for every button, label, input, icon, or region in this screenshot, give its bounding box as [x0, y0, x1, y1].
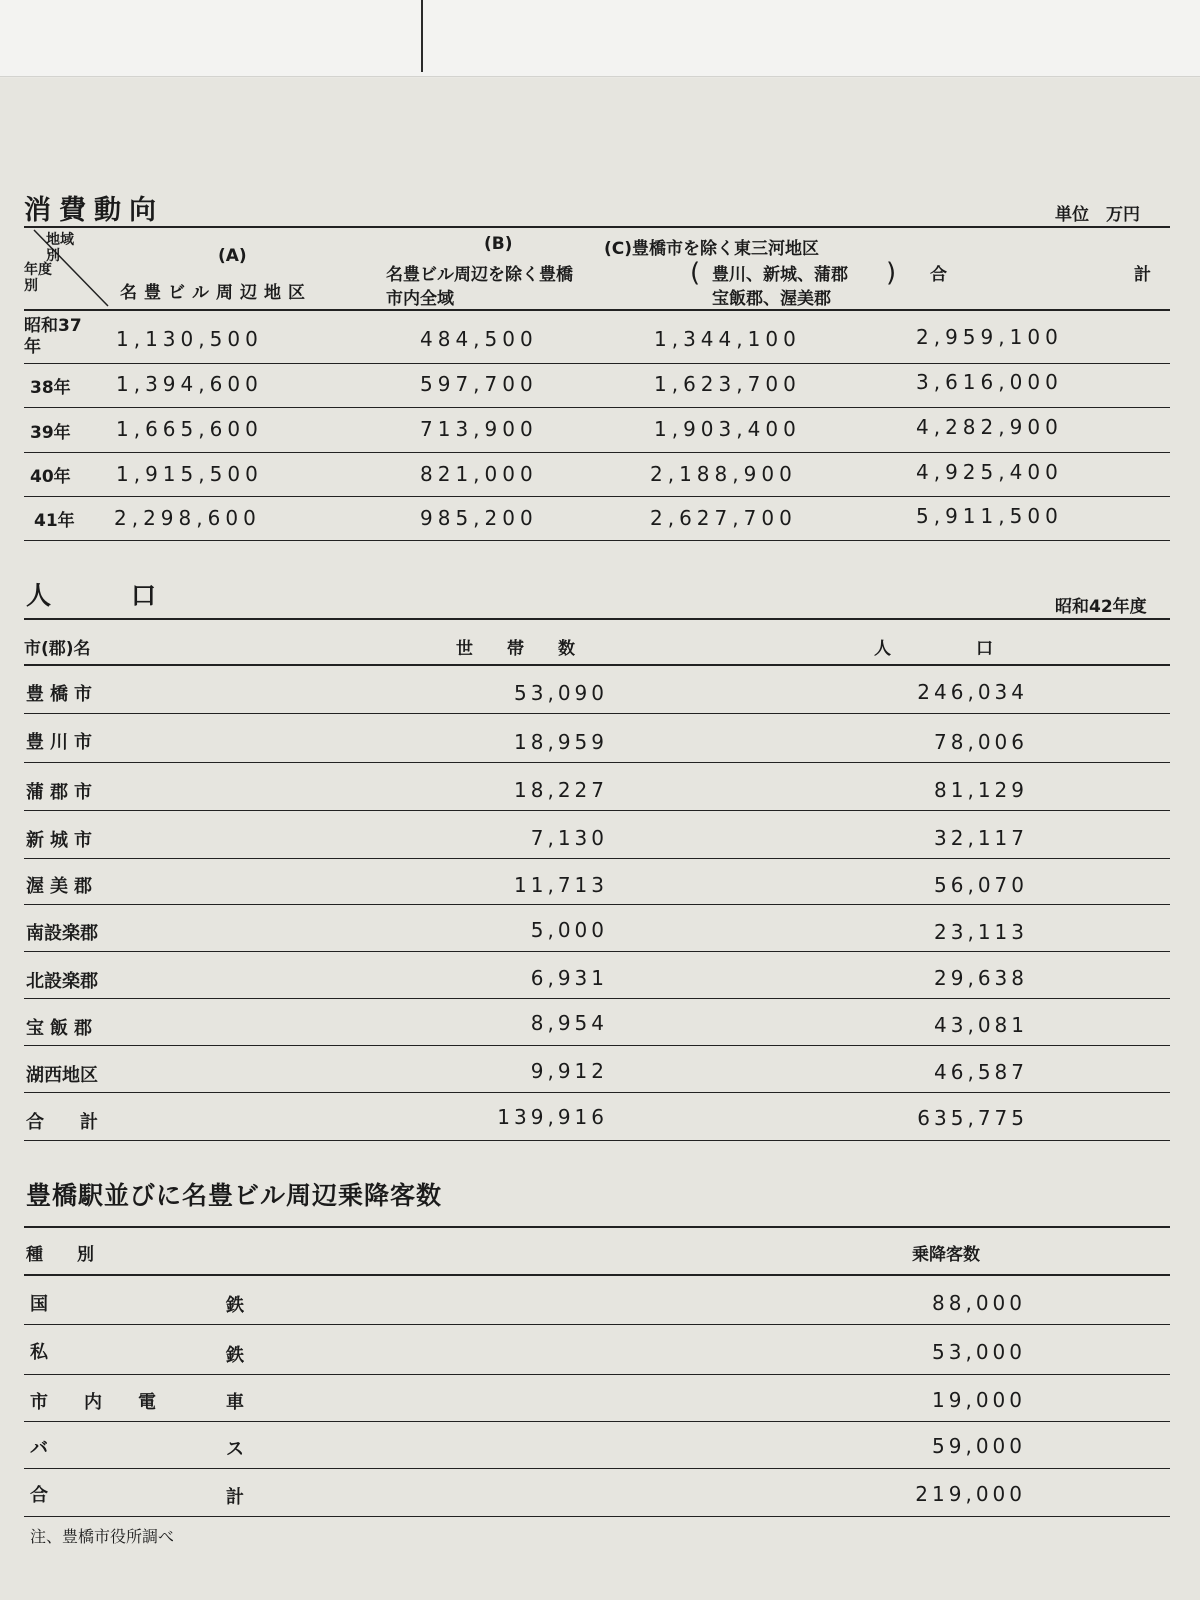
passengers-row-type-left: 合 — [30, 1485, 48, 1506]
population-row-rule — [24, 1092, 1170, 1093]
passengers-row-rule — [24, 1468, 1170, 1469]
population-row-population: 43,081 — [934, 1013, 1028, 1037]
consumption-unit: 単位 万円 — [1055, 205, 1140, 225]
consumption-top-rule — [24, 226, 1170, 228]
consumption-row-rule — [24, 407, 1170, 408]
consumption-row-rule — [24, 496, 1170, 497]
population-header-rule — [24, 664, 1170, 666]
consumption-row-total: 4,282,900 — [916, 415, 1063, 439]
population-row-name: 南設楽郡 — [26, 923, 98, 944]
passengers-row-type-left: 市 内 電 — [30, 1392, 156, 1413]
population-row-name: 宝飯郡 — [26, 1018, 98, 1039]
population-row-population: 81,129 — [934, 778, 1028, 802]
col-b-label-1: 名豊ビル周辺を除く豊橋 — [386, 265, 573, 285]
col-c-sub-2: 宝飯郡、渥美郡 — [712, 289, 831, 309]
page-divider — [421, 0, 423, 72]
consumption-row-a: 1,915,500 — [116, 462, 263, 486]
population-row-rule — [24, 762, 1170, 763]
consumption-row-c: 1,344,100 — [654, 327, 801, 351]
corner-year-label: 年度別 — [24, 262, 52, 294]
consumption-row-b: 484,500 — [420, 327, 538, 351]
passengers-row-rule — [24, 1374, 1170, 1375]
population-row-rule — [24, 904, 1170, 905]
top-strip — [0, 0, 1200, 77]
population-row-households: 18,227 — [514, 778, 608, 802]
consumption-row-total: 5,911,500 — [916, 504, 1063, 528]
passengers-col-count: 乗降客数 — [912, 1245, 980, 1265]
population-row-rule — [24, 998, 1170, 999]
consumption-row-b: 821,000 — [420, 462, 538, 486]
population-row-households: 139,916 — [497, 1105, 608, 1129]
passengers-header-rule — [24, 1274, 1170, 1276]
population-col-population: 人 口 — [874, 639, 993, 659]
population-row-name: 北設楽郡 — [26, 971, 98, 992]
population-row-households: 7,130 — [530, 826, 608, 850]
passengers-top-rule — [24, 1226, 1170, 1228]
population-row-population: 23,113 — [934, 920, 1028, 944]
population-title: 人 口 — [26, 581, 167, 610]
consumption-row-total: 3,616,000 — [916, 370, 1063, 394]
passengers-row-count: 59,000 — [932, 1434, 1026, 1458]
population-row-name: 豊川市 — [26, 732, 98, 753]
consumption-row-c: 1,903,400 — [654, 417, 801, 441]
passengers-row-type-right: 計 — [226, 1487, 244, 1508]
corner-region-label: 地域別 — [46, 232, 74, 264]
col-c-paren-right: ) — [886, 258, 897, 288]
consumption-row-total: 2,959,100 — [916, 325, 1063, 349]
consumption-row-a: 2,298,600 — [114, 506, 261, 530]
population-row-rule — [24, 810, 1170, 811]
population-row-population: 46,587 — [934, 1060, 1028, 1084]
consumption-row-c: 1,623,700 — [654, 372, 801, 396]
consumption-row-rule — [24, 363, 1170, 364]
col-c-label: (C)豊橋市を除く東三河地区 — [604, 239, 820, 259]
passengers-row-count: 53,000 — [932, 1340, 1026, 1364]
population-row-population: 56,070 — [934, 873, 1028, 897]
population-row-rule — [24, 1045, 1170, 1046]
population-col-name: 市(郡)名 — [24, 639, 91, 659]
consumption-row-a: 1,665,600 — [116, 417, 263, 441]
consumption-row-total: 4,925,400 — [916, 460, 1063, 484]
population-row-households: 9,912 — [530, 1059, 608, 1083]
passengers-row-type-left: 国 — [30, 1294, 48, 1315]
col-b-mark: (B) — [484, 234, 513, 254]
consumption-row-b: 713,900 — [420, 417, 538, 441]
population-row-population: 32,117 — [934, 826, 1028, 850]
passengers-row-rule — [24, 1421, 1170, 1422]
consumption-title: 消費動向 — [24, 195, 164, 226]
population-row-households: 11,713 — [514, 873, 608, 897]
population-top-rule — [24, 618, 1170, 620]
col-a-mark: (A) — [218, 246, 247, 266]
population-row-name: 新城市 — [26, 830, 98, 851]
col-c-paren-left: ( — [690, 258, 701, 288]
population-row-households: 6,931 — [530, 966, 608, 990]
col-total-label: 合 計 — [930, 265, 1151, 285]
population-row-population: 78,006 — [934, 730, 1028, 754]
population-row-rule — [24, 858, 1170, 859]
consumption-row-year: 38年 — [30, 378, 71, 398]
population-row-population: 29,638 — [934, 966, 1028, 990]
population-row-households: 8,954 — [530, 1011, 608, 1035]
passengers-row-count: 88,000 — [932, 1291, 1026, 1315]
consumption-row-c: 2,627,700 — [650, 506, 797, 530]
consumption-row-year: 39年 — [30, 423, 71, 443]
consumption-bottom-rule — [24, 540, 1170, 541]
population-bottom-rule — [24, 1140, 1170, 1141]
consumption-row-a: 1,394,600 — [116, 372, 263, 396]
passengers-row-count: 19,000 — [932, 1388, 1026, 1412]
consumption-header-rule — [24, 309, 1170, 311]
passengers-row-type-right: 鉄 — [226, 1295, 244, 1316]
population-row-name: 豊橋市 — [26, 684, 98, 705]
population-row-name: 湖西地区 — [26, 1065, 98, 1086]
population-row-population: 246,034 — [917, 680, 1028, 704]
consumption-row-year: 昭和37年 — [24, 316, 82, 357]
consumption-row-c: 2,188,900 — [650, 462, 797, 486]
population-row-rule — [24, 713, 1170, 714]
document-page — [0, 78, 1200, 1600]
passengers-row-type-right: ス — [226, 1439, 244, 1460]
consumption-row-rule — [24, 452, 1170, 453]
consumption-row-year: 40年 — [30, 467, 71, 487]
passengers-row-rule — [24, 1324, 1170, 1325]
col-c-sub-1: 豊川、新城、蒲郡 — [712, 265, 848, 285]
col-b-label-2: 市内全域 — [386, 289, 454, 309]
passengers-row-type-right: 車 — [226, 1392, 244, 1413]
population-row-households: 18,959 — [514, 730, 608, 754]
population-col-households: 世 帯 数 — [456, 639, 575, 659]
source-note: 注、豊橋市役所調べ — [30, 1527, 175, 1546]
passengers-bottom-rule — [24, 1516, 1170, 1517]
population-row-households: 5,000 — [530, 918, 608, 942]
population-year-note: 昭和42年度 — [1055, 597, 1147, 617]
consumption-row-b: 597,700 — [420, 372, 538, 396]
passengers-row-type-left: バ — [30, 1438, 48, 1459]
population-row-name: 蒲郡市 — [26, 782, 98, 803]
population-row-name: 合 計 — [26, 1112, 98, 1133]
passengers-row-count: 219,000 — [915, 1482, 1026, 1506]
population-row-households: 53,090 — [514, 681, 608, 705]
passengers-col-type: 種 別 — [26, 1245, 94, 1265]
population-row-name: 渥美郡 — [26, 876, 98, 897]
population-row-rule — [24, 951, 1170, 952]
population-row-population: 635,775 — [917, 1106, 1028, 1130]
passengers-title: 豊橋駅並びに名豊ビル周辺乗降客数 — [26, 1181, 443, 1210]
consumption-row-year: 41年 — [34, 511, 75, 531]
consumption-row-b: 985,200 — [420, 506, 538, 530]
col-a-label: 名豊ビル周辺地区 — [120, 283, 312, 303]
consumption-row-a: 1,130,500 — [116, 327, 263, 351]
passengers-row-type-right: 鉄 — [226, 1345, 244, 1366]
passengers-row-type-left: 私 — [30, 1342, 48, 1363]
